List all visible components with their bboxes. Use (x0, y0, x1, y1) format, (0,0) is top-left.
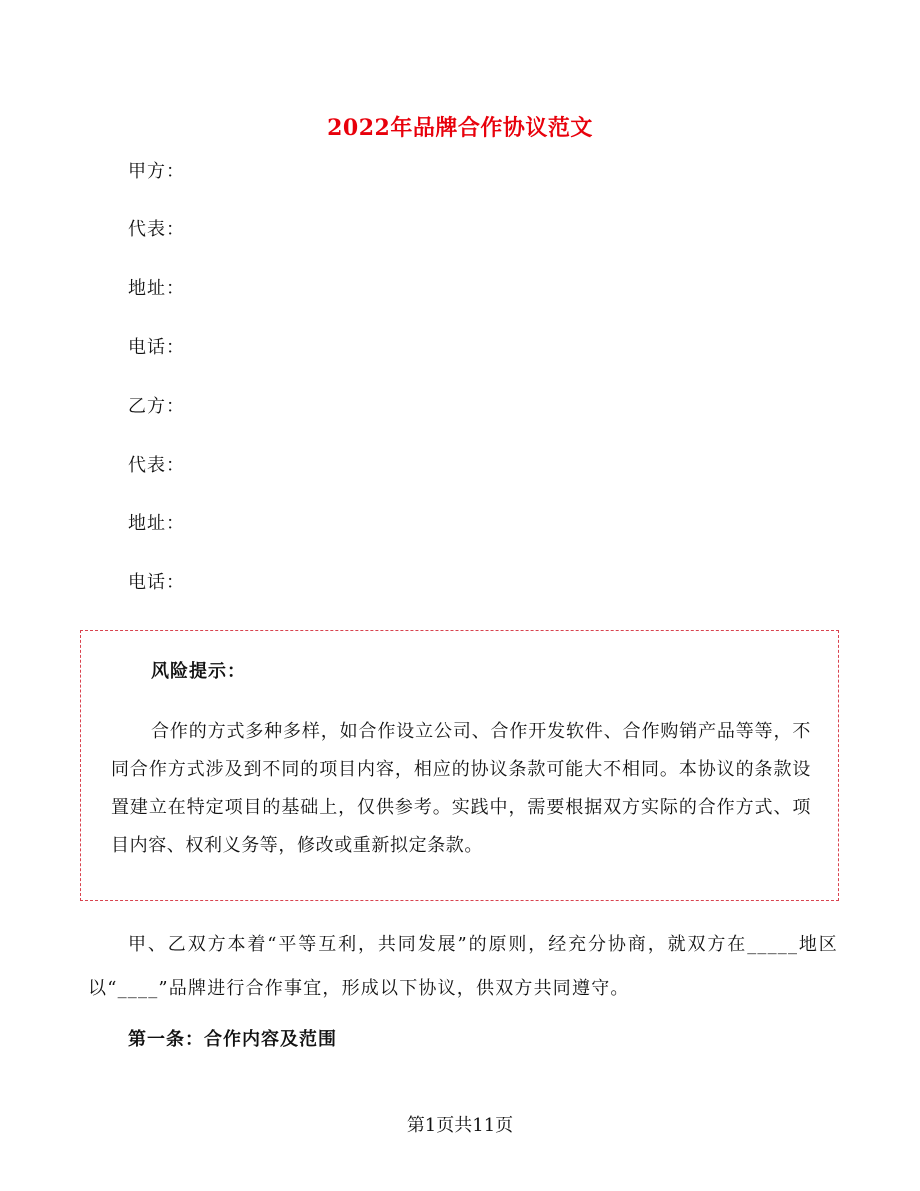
party-a-address-label: 地址： (128, 278, 185, 299)
risk-notice-text: 合作的方式多种多样，如合作设立公司、合作开发软件、合作购销产品等等，不同合作方式涉及到不同的项目内容，相应的协议条款可能大不相同。本协议的条款设置建立在特定项目的基础上，仅供参考。实践中，需要根据双方实际的合作方式、项目内容、权利义务等，修改或重新拟定条款。 (111, 721, 811, 856)
party-b-phone-label: 电话： (128, 572, 185, 593)
risk-notice-box (80, 630, 839, 901)
party-a-phone-label: 电话： (128, 337, 185, 358)
document-title: 2022年品牌合作协议范文 (327, 115, 593, 141)
section-1-heading: 第一条：合作内容及范围 (128, 1029, 337, 1050)
party-a-name-label: 甲方： (128, 161, 185, 182)
party-b-rep-label: 代表： (128, 455, 185, 476)
risk-notice-title: 风险提示： (151, 661, 246, 682)
intro-paragraph: 甲、乙双方本着“平等互利，共同发展”的原则，经充分协商，就双方在_____地区以“____”品牌进行合作事宜，形成以下协议，供双方共同遵守。 (88, 934, 838, 999)
page-footer: 第1页共11页 (406, 1115, 514, 1136)
party-a-rep-label: 代表： (128, 219, 185, 240)
party-b-name-label: 乙方： (128, 396, 185, 417)
party-b-address-label: 地址： (128, 513, 185, 534)
